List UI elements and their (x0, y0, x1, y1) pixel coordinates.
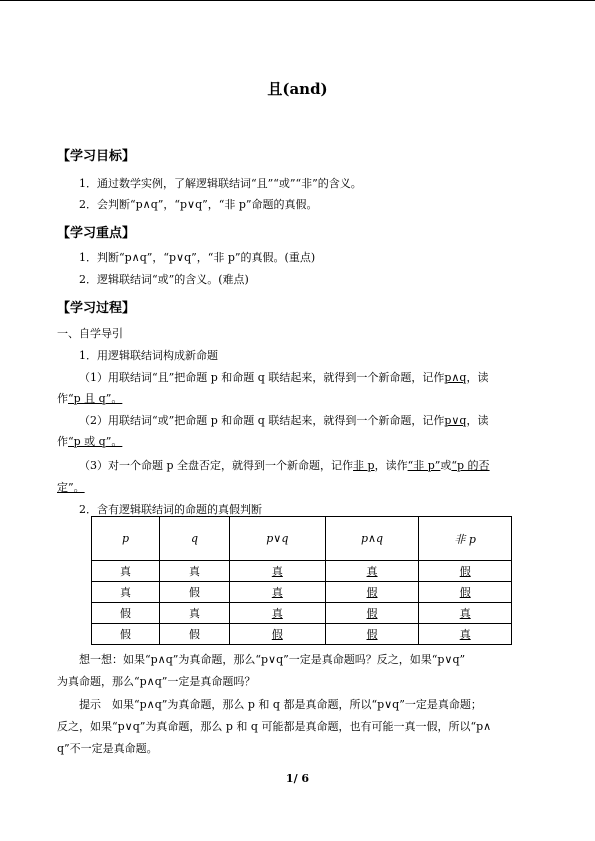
truth-table (91, 516, 512, 645)
table-cell: 假 (419, 561, 512, 582)
think-line-1: 想一想：如果“p∧q”为真命题，那么“p∨q”一定是真命题吗？反之，如果“p∨q” (79, 653, 466, 666)
process-heading: 【学习过程】 (57, 301, 136, 316)
table-cell: 真 (325, 561, 419, 582)
table-cell: 真 (419, 624, 512, 645)
table-cell: 假 (160, 624, 230, 645)
table-cell: 真 (160, 603, 230, 624)
keypoints-heading: 【学习重点】 (57, 226, 136, 241)
para-and-line1 (79, 371, 488, 385)
table-cell: 真 (229, 582, 325, 603)
page-title: 且(and) (267, 80, 328, 98)
table-cell: 假 (325, 603, 419, 624)
table-cell: 假 (325, 582, 419, 603)
read-as-label: 作 (57, 435, 68, 448)
table-row (92, 561, 512, 582)
para-not-mid2: 或 (440, 459, 452, 472)
subsection-1: 1．用逻辑联结词构成新命题 (79, 349, 218, 362)
answer-not-reading: “非 p” (407, 459, 441, 472)
table-row (92, 582, 512, 603)
table-cell: 真 (160, 561, 230, 582)
para-or-line1 (79, 414, 488, 428)
header-not-p: 非 p (419, 517, 512, 561)
answer-and-notation: p∧q (444, 371, 467, 384)
keypoint-item-2: 2．逻辑联结词“或”的含义。(难点) (79, 273, 249, 286)
table-cell: 真 (229, 603, 325, 624)
para-not-line1 (79, 459, 490, 473)
para-and-text: （1）用联结词“且”把命题 p 和命题 q 联结起来，就得到一个新命题，记作 (79, 371, 445, 384)
answer-not-notation: 非 p (353, 459, 375, 472)
subsection-2: 2．含有逻辑联结词的命题的真假判断 (79, 503, 262, 516)
goals-heading: 【学习目标】 (57, 149, 136, 164)
table-cell: 假 (160, 582, 230, 603)
para-or-end: ，读 (466, 414, 489, 427)
para-or-line2 (57, 435, 122, 449)
read-as-label: 作 (57, 392, 68, 405)
answer-or-notation: p∨q (444, 414, 467, 427)
table-row (92, 624, 512, 645)
truth-table-header-row (92, 517, 512, 561)
header-p-and-q: p∧q (325, 517, 419, 561)
goal-item-1: 1．通过数学实例，了解逻辑联结词“且”“或”“非”的含义。 (79, 177, 362, 190)
answer-or-reading: “p 或 q”。 (68, 435, 123, 448)
hint-line-3: q”不一定是真命题。 (57, 742, 158, 755)
para-not-mid1: ，读作 (374, 459, 408, 472)
table-cell: 假 (92, 624, 160, 645)
answer-negation-reading: “p 的否 (451, 459, 490, 472)
part-1-label: 一、自学导引 (57, 327, 123, 340)
table-cell: 真 (92, 561, 160, 582)
header-p-or-q: p∨q (229, 517, 325, 561)
answer-and-reading: “p 且 q”。 (68, 392, 123, 405)
hint-line-2: 反之，如果“p∨q”为真命题，那么 p 和 q 可能都是真命题，也有可能一真一假，所以“p∧ (57, 720, 492, 733)
para-not-text: （3）对一个命题 p 全盘否定，就得到一个新命题，记作 (79, 459, 354, 472)
page-number: 1/ 6 (285, 772, 310, 785)
header-q: q (160, 517, 230, 561)
para-and-line2 (57, 392, 122, 406)
table-cell: 假 (325, 624, 419, 645)
table-cell: 假 (229, 624, 325, 645)
hint-line-1: 提示 如果“p∧q”为真命题，那么 p 和 q 都是真命题，所以“p∨q”一定是真命题； (79, 698, 482, 711)
goal-item-2: 2．会判断“p∧q”，“p∨q”，“非 p”命题的真假。 (79, 198, 318, 211)
table-cell: 真 (419, 603, 512, 624)
keypoint-item-1: 1．判断“p∧q”，“p∨q”，“非 p”的真假。(重点) (79, 251, 316, 264)
table-row (92, 603, 512, 624)
header-p: p (92, 517, 160, 561)
table-cell: 真 (92, 582, 160, 603)
top-rule (0, 0, 595, 1)
para-not-line2: 定”。 (57, 481, 85, 494)
para-or-text: （2）用联结词“或”把命题 p 和命题 q 联结起来，就得到一个新命题，记作 (79, 414, 445, 427)
table-cell: 真 (229, 561, 325, 582)
think-line-2: 为真命题，那么“p∧q”一定是真命题吗？ (57, 675, 256, 688)
table-cell: 假 (92, 603, 160, 624)
para-and-end: ，读 (466, 371, 489, 384)
table-cell: 假 (419, 582, 512, 603)
